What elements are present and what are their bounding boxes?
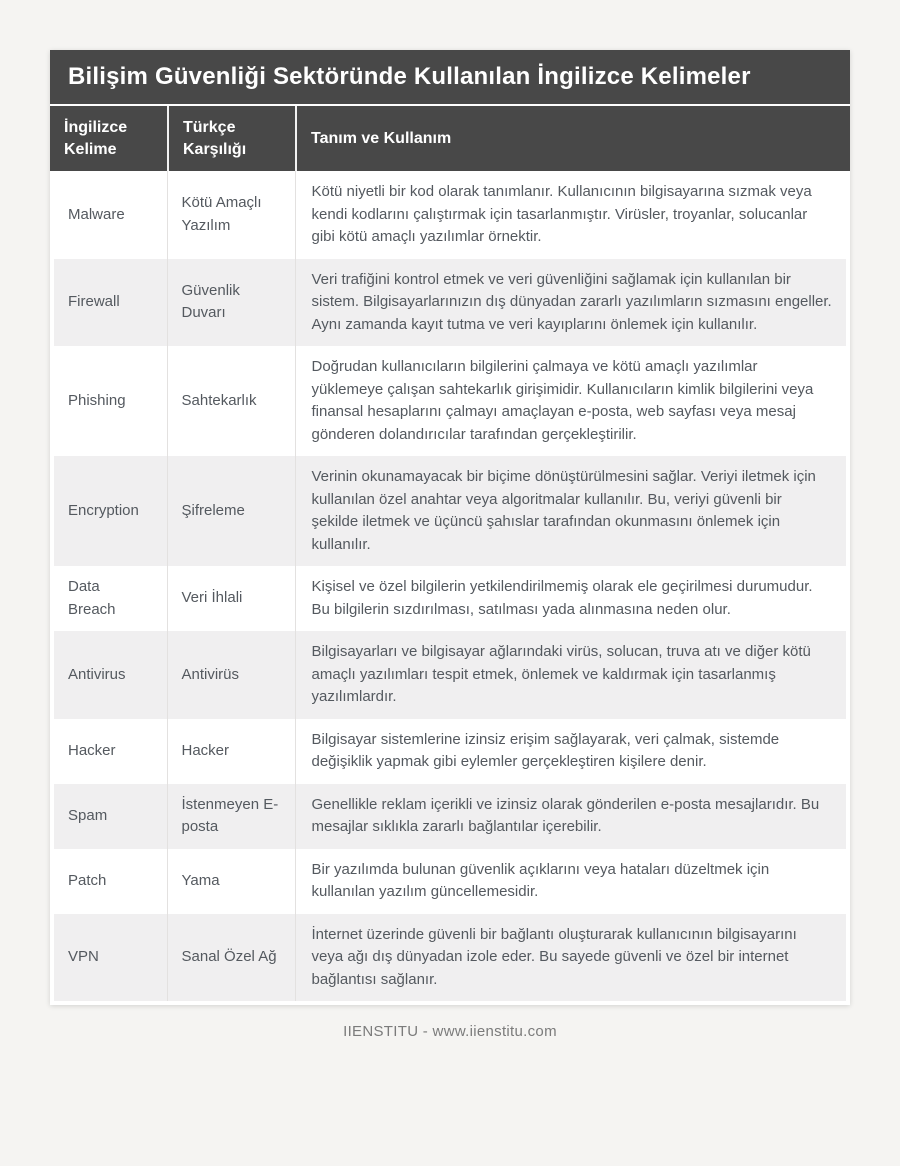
cell-turkish-translation: Yama <box>167 849 295 914</box>
cell-english-word: Patch <box>54 849 167 914</box>
cell-english-word: Hacker <box>54 719 167 784</box>
table-row <box>54 719 846 784</box>
cell-definition: Bilgisayar sistemlerine izinsiz erişim sağlayarak, veri çalmak, sistemde değişiklik yapmak gibi eylemler gerçekleştiren kişilere denir. <box>295 719 846 784</box>
cell-english-word: Data Breach <box>54 566 167 631</box>
cell-english-word: Firewall <box>54 259 167 347</box>
page-background <box>0 50 900 1166</box>
cell-turkish-translation: Antivirüs <box>167 631 295 719</box>
cell-definition: Kötü niyetli bir kod olarak tanımlanır. Kullanıcının bilgisayarına sızmak veya kendi kodlarını çalıştırmak için tasarlanmıştır. Virüsler, troyanlar, solucanlar gibi kötü amaçlı yazılımlar örnektir. <box>295 171 846 259</box>
cell-turkish-translation: İstenmeyen E-posta <box>167 784 295 849</box>
vocab-table <box>54 171 846 1001</box>
cell-definition: Bir yazılımda bulunan güvenlik açıklarını veya hataları düzeltmek için kullanılan yazılım güncellemesidir. <box>295 849 846 914</box>
cell-english-word: Spam <box>54 784 167 849</box>
cell-turkish-translation: Sanal Özel Ağ <box>167 914 295 1002</box>
table-body <box>54 171 846 1001</box>
table-row <box>54 346 846 456</box>
table-row <box>54 259 846 347</box>
vocab-table-card <box>50 50 850 1005</box>
cell-english-word: Antivirus <box>54 631 167 719</box>
cell-definition: Veri trafiğini kontrol etmek ve veri güvenliğini sağlamak için kullanılan bir sistem. Bilgisayarlarınızın dış dünyadan zararlı yazılımların sızmasını engeller. Aynı zamanda kayıt tutma ve veri kayıplarını önlemek için kullanılır. <box>295 259 846 347</box>
table-row <box>54 631 846 719</box>
cell-definition: Verinin okunamayacak bir biçime dönüştürülmesini sağlar. Veriyi iletmek için kullanılan özel anahtar veya algoritmalar kullanılır. Bu, veriyi güvenli bir şekilde iletmek ve üçüncü şahıslar tarafından okunmasını önlemek için kullanılır. <box>295 456 846 566</box>
table-row <box>54 784 846 849</box>
cell-english-word: Malware <box>54 171 167 259</box>
cell-definition: Bilgisayarları ve bilgisayar ağlarındaki virüs, solucan, truva atı ve diğer kötü amaçlı yazılımları tespit etmek, önlemek ve kaldırmak için tasarlanmış yazılımlardır. <box>295 631 846 719</box>
column-header-turkish-translation: Türkçe Karşılığı <box>167 106 295 171</box>
cell-english-word: Phishing <box>54 346 167 456</box>
column-header-definition: Tanım ve Kullanım <box>295 106 850 171</box>
column-header-english-word: İngilizce Kelime <box>64 119 128 158</box>
table-title: Bilişim Güvenliği Sektöründe Kullanılan İngilizce Kelimeler <box>50 50 850 106</box>
cell-english-word: VPN <box>54 914 167 1002</box>
table-row <box>54 171 846 259</box>
cell-turkish-translation: Sahtekarlık <box>167 346 295 456</box>
cell-definition: Kişisel ve özel bilgilerin yetkilendirilmemiş olarak ele geçirilmesi durumudur. Bu bilgilerin sızdırılması, satılması yada alınmasına neden olur. <box>295 566 846 631</box>
table-row <box>54 456 846 566</box>
table-row <box>54 914 846 1002</box>
cell-definition: İnternet üzerinde güvenli bir bağlantı oluşturarak kullanıcının bilgisayarını veya ağı dış dünyadan izole eder. Bu sayede güvenli ve özel bir internet bağlantısı sağlanır. <box>295 914 846 1002</box>
cell-definition: Genellikle reklam içerikli ve izinsiz olarak gönderilen e-posta mesajlarıdır. Bu mesajlar sıklıkla zararlı bağlantılar içerebilir. <box>295 784 846 849</box>
table-row <box>54 849 846 914</box>
footer-credit: IIENSTITU - www.iienstitu.com <box>343 1023 557 1041</box>
cell-turkish-translation: Şifreleme <box>167 456 295 566</box>
cell-english-word: Encryption <box>54 456 167 566</box>
cell-turkish-translation: Veri İhlali <box>167 566 295 631</box>
table-row <box>54 566 846 631</box>
cell-turkish-translation: Kötü Amaçlı Yazılım <box>167 171 295 259</box>
cell-turkish-translation: Güvenlik Duvarı <box>167 259 295 347</box>
cell-turkish-translation: Hacker <box>167 719 295 784</box>
cell-definition: Doğrudan kullanıcıların bilgilerini çalmaya ve kötü amaçlı yazılımlar yüklemeye çalışan sahtekarlık girişimidir. Kullanıcıların kimlik bilgilerini veya finansal hesaplarını çalmayı amaçlayan e-posta, web sayfası veya mesaj gönderen dolandırıcılar tarafından gerçekleştirilir. <box>295 346 846 456</box>
table-header-row <box>50 106 850 171</box>
